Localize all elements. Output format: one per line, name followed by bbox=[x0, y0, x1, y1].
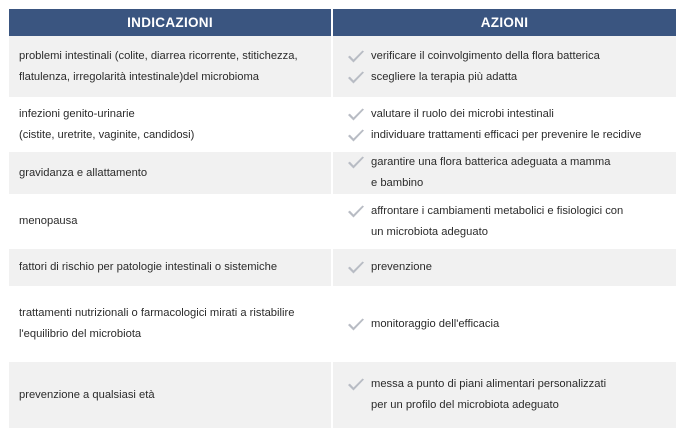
action-text bbox=[371, 67, 517, 88]
header-azioni: AZIONI bbox=[332, 9, 676, 36]
action-text-line: monitoraggio dell'efficacia bbox=[371, 317, 500, 330]
action-text-line: prevenzione bbox=[371, 261, 432, 273]
action-cell bbox=[332, 97, 676, 152]
check-icon bbox=[347, 318, 365, 332]
check-icon bbox=[347, 50, 365, 64]
table-body bbox=[9, 36, 676, 428]
table-header-row bbox=[9, 9, 676, 36]
header-indicazioni: INDICAZIONI bbox=[9, 9, 332, 36]
action-cell bbox=[332, 152, 676, 194]
action-item bbox=[347, 67, 668, 88]
action-text-line: individuare trattamenti efficaci per prevenire le recidive bbox=[371, 128, 642, 141]
indication-cell bbox=[9, 36, 332, 97]
indication-text: infezioni genito-urinarie bbox=[19, 107, 135, 120]
check-icon bbox=[347, 71, 365, 85]
indication-text: trattamenti nutrizionali o farmacologici mirati a ristabilire bbox=[19, 307, 295, 319]
table-row bbox=[9, 249, 676, 286]
check-icon bbox=[347, 378, 365, 392]
action-text-line: messa a punto di piani alimentari personalizzati bbox=[371, 378, 607, 390]
indication-cell bbox=[9, 362, 332, 428]
indication-text: (cistite, uretrite, vaginite, candidosi) bbox=[19, 128, 195, 141]
action-text bbox=[371, 46, 600, 67]
table-row bbox=[9, 97, 676, 152]
table-row bbox=[9, 36, 676, 97]
check-icon bbox=[347, 156, 365, 170]
action-cell bbox=[332, 286, 676, 362]
table-row bbox=[9, 286, 676, 362]
indication-cell bbox=[9, 286, 332, 362]
indication-text: problemi intestinali (colite, diarrea ricorrente, stitichezza, bbox=[19, 49, 298, 62]
action-cell bbox=[332, 36, 676, 97]
action-cell bbox=[332, 249, 676, 286]
indications-table bbox=[9, 9, 676, 428]
table-row bbox=[9, 152, 676, 194]
action-text bbox=[371, 374, 606, 416]
action-text bbox=[371, 104, 554, 125]
action-text-line: valutare il ruolo dei microbi intestinali bbox=[371, 107, 554, 120]
action-item bbox=[347, 201, 668, 243]
check-icon bbox=[347, 261, 365, 275]
action-text-line: e bambino bbox=[371, 177, 424, 189]
action-text-line: garantire una flora batterica adeguata a mamma bbox=[371, 156, 611, 168]
check-icon bbox=[347, 129, 365, 143]
check-icon bbox=[347, 108, 365, 122]
indication-cell bbox=[9, 152, 332, 194]
action-text-line: un microbiota adeguato bbox=[371, 225, 488, 238]
indication-cell bbox=[9, 97, 332, 152]
indication-text: l'equilibrio del microbiota bbox=[19, 328, 142, 340]
action-item bbox=[347, 125, 668, 146]
action-text bbox=[371, 257, 432, 278]
indication-text: prevenzione a qualsiasi età bbox=[19, 388, 155, 401]
action-item bbox=[347, 257, 668, 278]
action-cell bbox=[332, 194, 676, 249]
action-text-line: verificare il coinvolgimento della flora batterica bbox=[371, 49, 600, 62]
action-text bbox=[371, 201, 623, 243]
indication-text: menopausa bbox=[19, 215, 78, 227]
action-cell bbox=[332, 362, 676, 428]
table-row bbox=[9, 362, 676, 428]
check-icon bbox=[347, 205, 365, 219]
action-text bbox=[371, 314, 499, 335]
indication-cell bbox=[9, 194, 332, 249]
action-text bbox=[371, 152, 610, 194]
table-row bbox=[9, 194, 676, 249]
indication-text: gravidanza e allattamento bbox=[19, 166, 148, 179]
action-item bbox=[347, 104, 668, 125]
action-text-line: scegliere la terapia più adatta bbox=[371, 70, 518, 83]
action-item bbox=[347, 46, 668, 67]
action-item bbox=[347, 374, 668, 416]
action-text-line: affrontare i cambiamenti metabolici e fisiologici con bbox=[371, 204, 624, 217]
indication-cell bbox=[9, 249, 332, 286]
action-item bbox=[347, 314, 668, 335]
indication-text: flatulenza, irregolarità intestinale)del microbioma bbox=[19, 70, 260, 83]
indication-text: fattori di rischio per patologie intestinali o sistemiche bbox=[19, 261, 278, 273]
action-text-line: per un profilo del microbiota adeguato bbox=[371, 399, 559, 411]
action-item bbox=[347, 152, 668, 194]
action-text bbox=[371, 125, 641, 146]
